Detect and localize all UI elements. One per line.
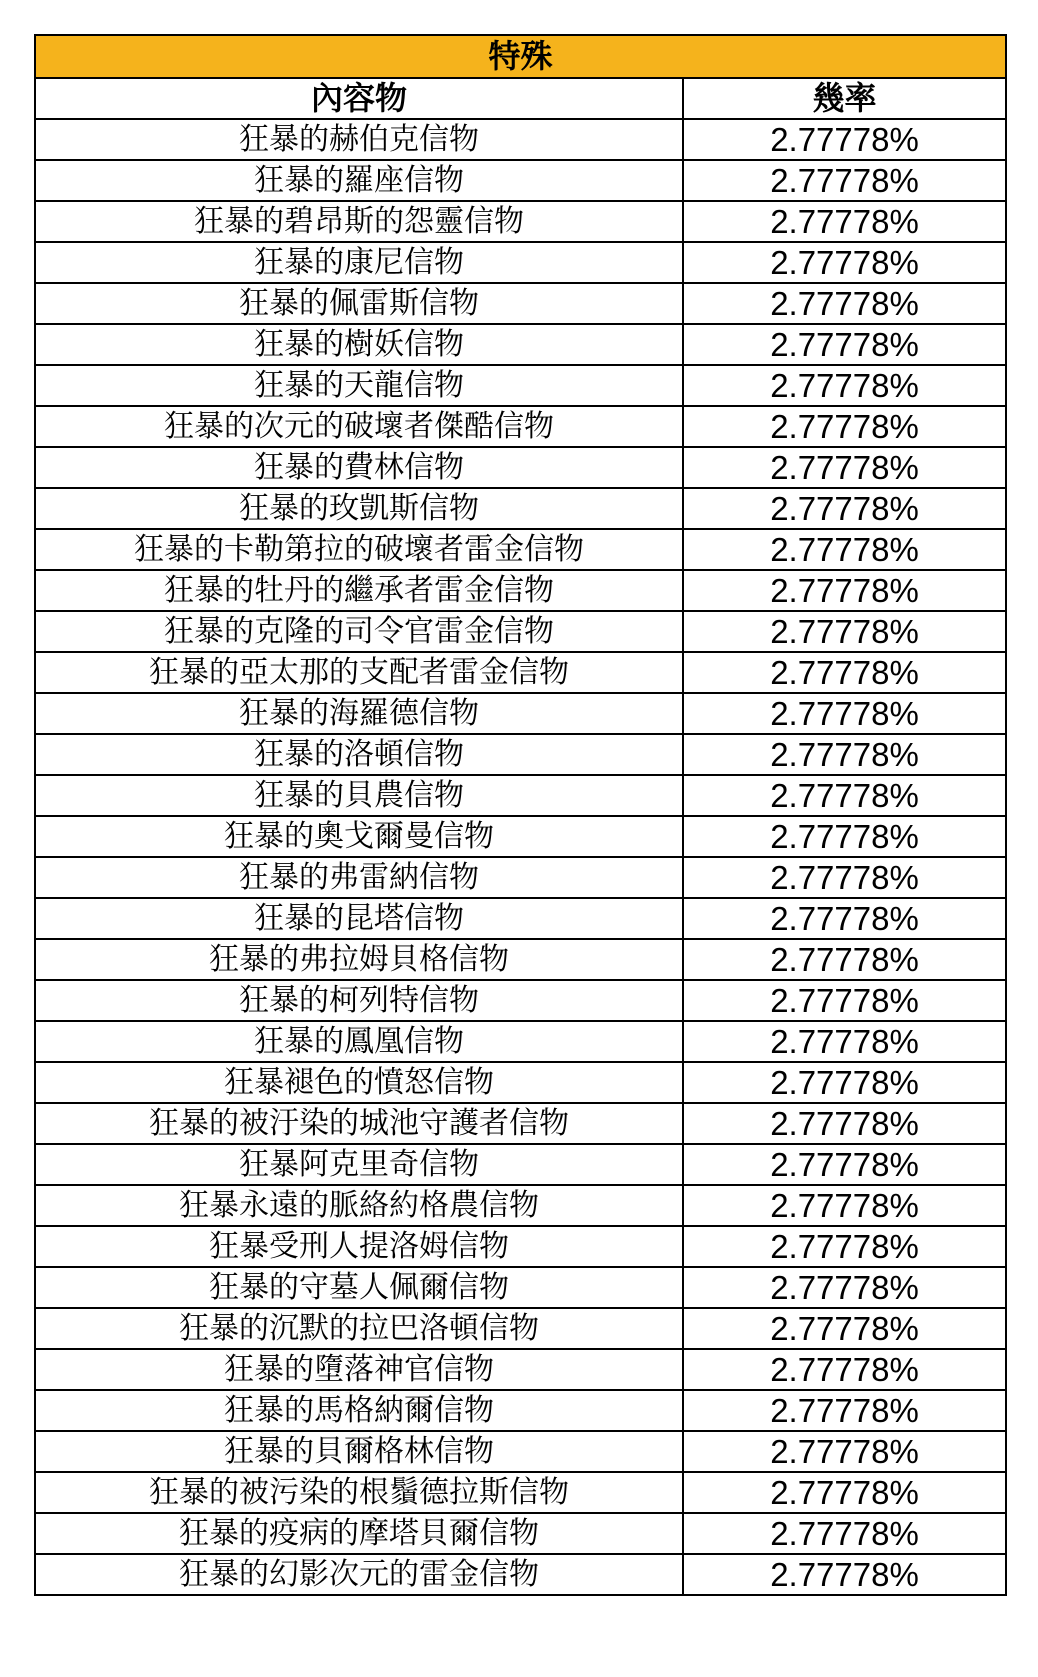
drop-rate-cell: 2.77778% bbox=[683, 857, 1006, 898]
table-row bbox=[35, 1144, 1006, 1185]
drop-rate-cell: 2.77778% bbox=[683, 1513, 1006, 1554]
table-row bbox=[35, 488, 1006, 529]
item-name-cell: 狂暴的玫凱斯信物 bbox=[35, 488, 683, 529]
table-row bbox=[35, 693, 1006, 734]
item-name-cell: 狂暴褪色的憤怒信物 bbox=[35, 1062, 683, 1103]
item-name-cell: 狂暴的貝農信物 bbox=[35, 775, 683, 816]
table-row bbox=[35, 1390, 1006, 1431]
drop-rate-cell: 2.77778% bbox=[683, 898, 1006, 939]
drop-rate-cell: 2.77778% bbox=[683, 406, 1006, 447]
table-row bbox=[35, 1185, 1006, 1226]
drop-rate-cell: 2.77778% bbox=[683, 1472, 1006, 1513]
item-name-cell: 狂暴的弗拉姆貝格信物 bbox=[35, 939, 683, 980]
header-row bbox=[35, 78, 1006, 119]
table-row bbox=[35, 775, 1006, 816]
table-row bbox=[35, 1103, 1006, 1144]
item-name-cell: 狂暴的洛頓信物 bbox=[35, 734, 683, 775]
drop-rate-cell: 2.77778% bbox=[683, 1431, 1006, 1472]
item-name-cell: 狂暴的牡丹的繼承者雷金信物 bbox=[35, 570, 683, 611]
item-name-cell: 狂暴的碧昂斯的怨靈信物 bbox=[35, 201, 683, 242]
table-row bbox=[35, 160, 1006, 201]
table-row bbox=[35, 1349, 1006, 1390]
item-name-cell: 狂暴永遠的脈絡約格農信物 bbox=[35, 1185, 683, 1226]
drop-rate-cell: 2.77778% bbox=[683, 1103, 1006, 1144]
drop-rate-cell: 2.77778% bbox=[683, 1062, 1006, 1103]
drop-rate-cell: 2.77778% bbox=[683, 488, 1006, 529]
table-row bbox=[35, 447, 1006, 488]
table-row bbox=[35, 734, 1006, 775]
drop-rate-cell: 2.77778% bbox=[683, 611, 1006, 652]
drop-rate-cell: 2.77778% bbox=[683, 939, 1006, 980]
table-row bbox=[35, 1431, 1006, 1472]
drop-rate-cell: 2.77778% bbox=[683, 447, 1006, 488]
item-name-cell: 狂暴的柯列特信物 bbox=[35, 980, 683, 1021]
drop-rate-cell: 2.77778% bbox=[683, 365, 1006, 406]
item-name-cell: 狂暴的沉默的拉巴洛頓信物 bbox=[35, 1308, 683, 1349]
drop-rate-cell: 2.77778% bbox=[683, 980, 1006, 1021]
table-row bbox=[35, 611, 1006, 652]
table-row bbox=[35, 980, 1006, 1021]
table-row bbox=[35, 1513, 1006, 1554]
table-row bbox=[35, 283, 1006, 324]
drop-rate-cell: 2.77778% bbox=[683, 1144, 1006, 1185]
drop-rate-cell: 2.77778% bbox=[683, 283, 1006, 324]
table-row bbox=[35, 406, 1006, 447]
column-header-contents: 內容物 bbox=[35, 78, 683, 119]
drop-rate-cell: 2.77778% bbox=[683, 529, 1006, 570]
item-name-cell: 狂暴的守墓人佩爾信物 bbox=[35, 1267, 683, 1308]
item-name-cell: 狂暴的幻影次元的雷金信物 bbox=[35, 1554, 683, 1595]
drop-rate-cell: 2.77778% bbox=[683, 775, 1006, 816]
drop-rate-cell: 2.77778% bbox=[683, 324, 1006, 365]
table-row bbox=[35, 242, 1006, 283]
item-name-cell: 狂暴的弗雷納信物 bbox=[35, 857, 683, 898]
table-row bbox=[35, 1021, 1006, 1062]
item-name-cell: 狂暴受刑人提洛姆信物 bbox=[35, 1226, 683, 1267]
item-name-cell: 狂暴的次元的破壞者傑酷信物 bbox=[35, 406, 683, 447]
item-name-cell: 狂暴的昆塔信物 bbox=[35, 898, 683, 939]
item-name-cell: 狂暴的康尼信物 bbox=[35, 242, 683, 283]
drop-rate-cell: 2.77778% bbox=[683, 119, 1006, 160]
table-row bbox=[35, 898, 1006, 939]
item-name-cell: 狂暴的疫病的摩塔貝爾信物 bbox=[35, 1513, 683, 1554]
item-name-cell: 狂暴的費林信物 bbox=[35, 447, 683, 488]
drop-rate-cell: 2.77778% bbox=[683, 242, 1006, 283]
item-name-cell: 狂暴的赫伯克信物 bbox=[35, 119, 683, 160]
item-name-cell: 狂暴的海羅德信物 bbox=[35, 693, 683, 734]
table-row bbox=[35, 939, 1006, 980]
drop-rate-cell: 2.77778% bbox=[683, 1308, 1006, 1349]
table-body bbox=[35, 119, 1006, 1595]
table-row bbox=[35, 1226, 1006, 1267]
item-name-cell: 狂暴的佩雷斯信物 bbox=[35, 283, 683, 324]
item-name-cell: 狂暴的克隆的司令官雷金信物 bbox=[35, 611, 683, 652]
item-name-cell: 狂暴的亞太那的支配者雷金信物 bbox=[35, 652, 683, 693]
drop-rate-cell: 2.77778% bbox=[683, 1185, 1006, 1226]
table-row bbox=[35, 365, 1006, 406]
table-row bbox=[35, 1062, 1006, 1103]
column-header-rate: 幾率 bbox=[683, 78, 1006, 119]
table-title: 特殊 bbox=[35, 35, 1006, 78]
table-row bbox=[35, 201, 1006, 242]
table-row bbox=[35, 816, 1006, 857]
drop-rate-cell: 2.77778% bbox=[683, 816, 1006, 857]
item-name-cell: 狂暴阿克里奇信物 bbox=[35, 1144, 683, 1185]
table-row bbox=[35, 1267, 1006, 1308]
table-row bbox=[35, 1308, 1006, 1349]
item-name-cell: 狂暴的貝爾格林信物 bbox=[35, 1431, 683, 1472]
drop-rate-cell: 2.77778% bbox=[683, 734, 1006, 775]
drop-rate-cell: 2.77778% bbox=[683, 1349, 1006, 1390]
drop-rate-cell: 2.77778% bbox=[683, 1021, 1006, 1062]
table-row bbox=[35, 1472, 1006, 1513]
drop-rate-table bbox=[34, 34, 1007, 1596]
item-name-cell: 狂暴的樹妖信物 bbox=[35, 324, 683, 365]
drop-rate-cell: 2.77778% bbox=[683, 570, 1006, 611]
table-row bbox=[35, 529, 1006, 570]
drop-rate-cell: 2.77778% bbox=[683, 652, 1006, 693]
table-row bbox=[35, 857, 1006, 898]
item-name-cell: 狂暴的天龍信物 bbox=[35, 365, 683, 406]
drop-rate-cell: 2.77778% bbox=[683, 1267, 1006, 1308]
title-row bbox=[35, 35, 1006, 78]
item-name-cell: 狂暴的墮落神官信物 bbox=[35, 1349, 683, 1390]
table-row bbox=[35, 652, 1006, 693]
drop-rate-cell: 2.77778% bbox=[683, 201, 1006, 242]
item-name-cell: 狂暴的被汙染的城池守護者信物 bbox=[35, 1103, 683, 1144]
item-name-cell: 狂暴的鳳凰信物 bbox=[35, 1021, 683, 1062]
table-row bbox=[35, 119, 1006, 160]
item-name-cell: 狂暴的奧戈爾曼信物 bbox=[35, 816, 683, 857]
item-name-cell: 狂暴的被污染的根鬚德拉斯信物 bbox=[35, 1472, 683, 1513]
item-name-cell: 狂暴的馬格納爾信物 bbox=[35, 1390, 683, 1431]
table-row bbox=[35, 1554, 1006, 1595]
drop-rate-cell: 2.77778% bbox=[683, 1226, 1006, 1267]
item-name-cell: 狂暴的卡勒第拉的破壞者雷金信物 bbox=[35, 529, 683, 570]
drop-rate-cell: 2.77778% bbox=[683, 693, 1006, 734]
drop-rate-cell: 2.77778% bbox=[683, 1390, 1006, 1431]
table-row bbox=[35, 324, 1006, 365]
table-row bbox=[35, 570, 1006, 611]
drop-rate-cell: 2.77778% bbox=[683, 1554, 1006, 1595]
drop-rate-cell: 2.77778% bbox=[683, 160, 1006, 201]
item-name-cell: 狂暴的羅座信物 bbox=[35, 160, 683, 201]
